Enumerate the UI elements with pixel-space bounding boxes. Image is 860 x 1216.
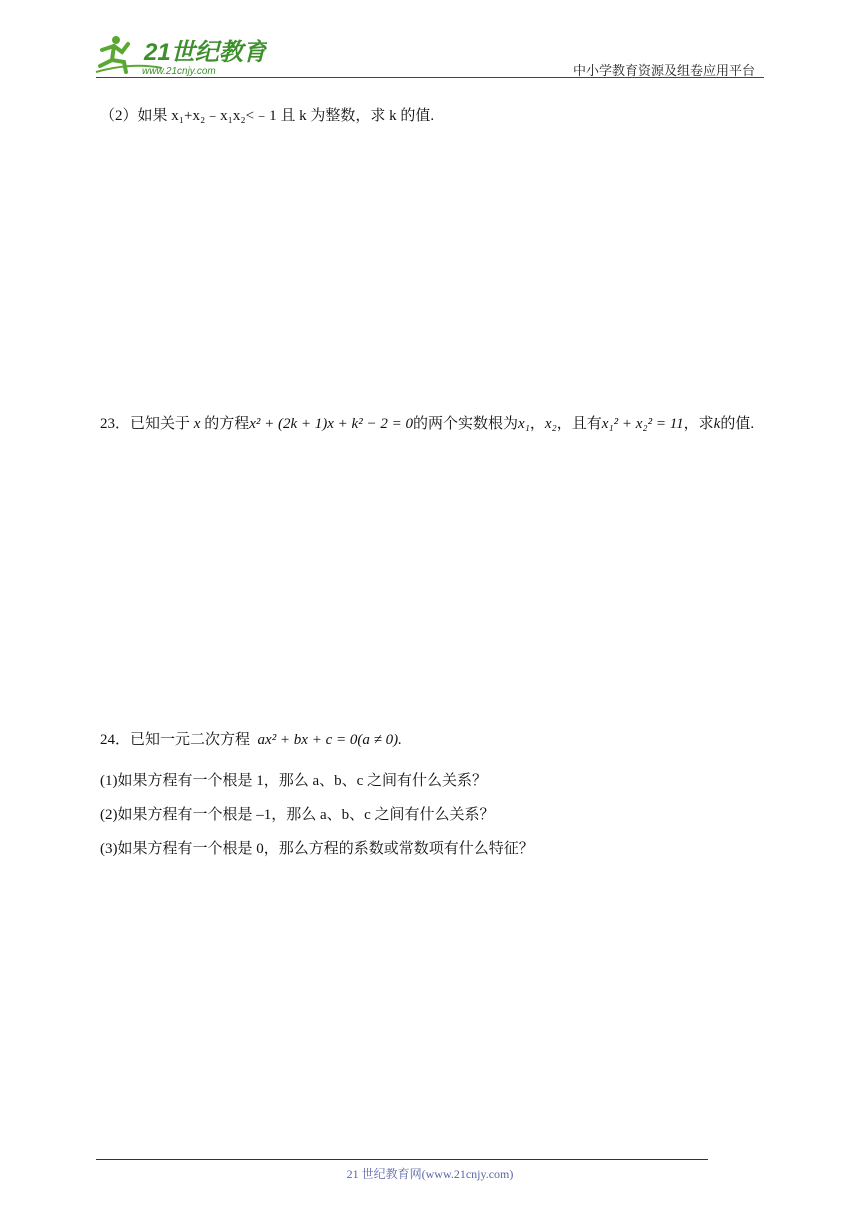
footer-text: 21 世纪教育网(www.21cnjy.com)	[346, 1167, 514, 1181]
q23-comma: ，	[529, 416, 545, 432]
q23-text-2: 的方程	[200, 416, 250, 432]
q23-condition: x₁² + x₂² = 11	[601, 416, 684, 432]
q24-equation: ax² + bx + c = 0(a ≠ 0).	[257, 732, 402, 748]
q23-number: 23．	[100, 416, 131, 432]
q24-number: 24．	[100, 732, 131, 748]
q24-sub3: (3)如果方程有一个根是 0，那么方程的系数或常数项有什么特征？	[100, 841, 534, 857]
q23-text-1: 已知关于	[130, 416, 194, 432]
logo-text: 21世纪教育	[144, 39, 267, 66]
q23-text-6: 的值.	[720, 416, 755, 432]
footer-divider	[96, 1159, 708, 1160]
q23-text-5: ，求	[683, 416, 714, 432]
logo-url: www.21cnjy.com	[142, 66, 216, 77]
q23-text-3: 的两个实数根为	[412, 416, 518, 432]
header-platform-text: 中小学教育资源及组卷应用平台	[572, 64, 755, 79]
question-24	[100, 730, 402, 750]
q23-x2: x₂	[544, 416, 557, 432]
q23-var-k: k	[713, 416, 721, 432]
q23-equation: x² + (2k + 1)x + k² − 2 = 0	[249, 416, 413, 432]
q23-x1: x₁	[517, 416, 530, 432]
q23-text-4: ，且有	[556, 416, 602, 432]
q24-intro: 已知一元二次方程	[130, 732, 251, 748]
q23-var-x: x	[193, 416, 201, 432]
q24-sub2: (2)如果方程有一个根是 –1，那么 a、b、c 之间有什么关系？	[100, 807, 495, 823]
header-divider	[96, 77, 764, 78]
runner-logo-icon	[92, 32, 267, 78]
q22-part2: （2）如果 x₁+x₂﹣x₁x₂<﹣1 且 k 为整数，求 k 的值.	[100, 108, 435, 124]
q24-sub1: (1)如果方程有一个根是 1，那么 a、b、c 之间有什么关系？	[100, 773, 488, 789]
site-logo	[92, 32, 267, 78]
question-23	[100, 414, 754, 434]
